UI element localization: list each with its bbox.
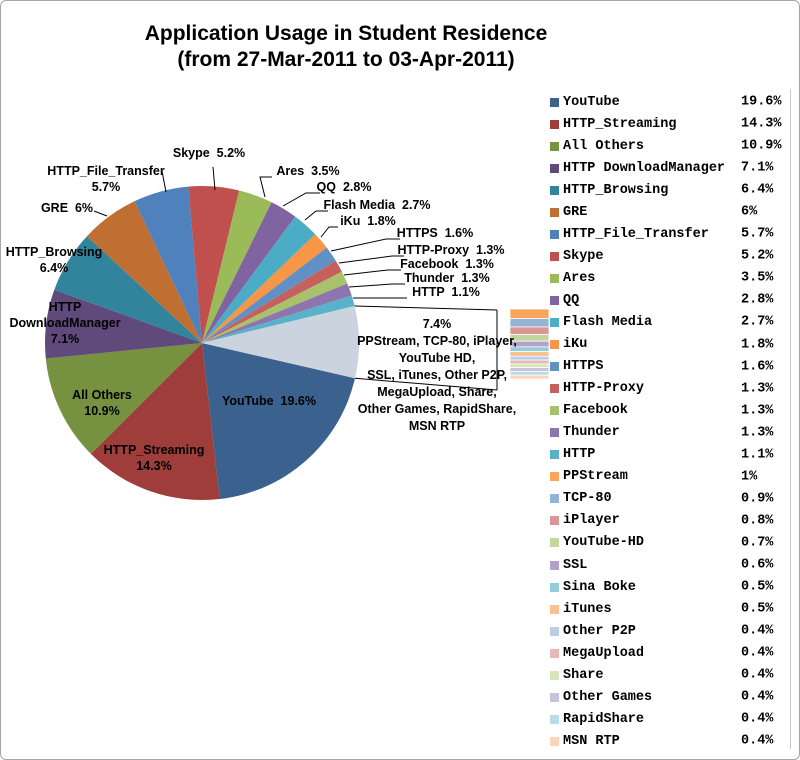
- other-connector-line: [355, 306, 497, 310]
- legend-value: 5.2%: [741, 248, 774, 264]
- legend-swatch: [550, 494, 559, 503]
- legend-label: HTTP: [563, 447, 596, 463]
- legend-label: Ares: [563, 270, 596, 286]
- legend-label: Thunder: [563, 425, 620, 441]
- legend-value: 0.4%: [741, 623, 774, 639]
- legend-value: 3.5%: [741, 270, 774, 286]
- legend-swatch: [550, 142, 559, 151]
- other-callout-line: Other Games, RapidShare,: [357, 402, 517, 416]
- legend-swatch: [550, 737, 559, 746]
- legend-value: 5.7%: [741, 226, 774, 242]
- pie-slice-label: Thunder 1.3%: [404, 271, 490, 285]
- legend-label: Skype: [563, 248, 604, 264]
- legend-swatch: [550, 693, 559, 702]
- legend-value: 2.7%: [741, 314, 774, 330]
- pie-slice-label: Facebook 1.3%: [400, 257, 494, 271]
- legend-label: Other P2P: [563, 623, 636, 639]
- legend-label: QQ: [563, 292, 580, 308]
- pie-slice-label: HTTP-Proxy 1.3%: [397, 243, 505, 257]
- label-leader-line: [344, 270, 401, 275]
- legend-swatch: [550, 186, 559, 195]
- other-group-callout: [332, 316, 542, 435]
- legend-item: [550, 135, 790, 157]
- legend-item: [550, 444, 790, 466]
- legend-label: Sina Boke: [563, 579, 636, 595]
- legend-value: 2.8%: [741, 292, 774, 308]
- legend-label: iKu: [563, 337, 588, 353]
- pie-slice-label: Ares 3.5%: [276, 164, 340, 178]
- legend-value: 19.6%: [741, 94, 782, 110]
- legend-value: 6%: [741, 204, 758, 220]
- legend-item: [550, 642, 790, 664]
- legend-item: [550, 267, 790, 289]
- legend-item: [550, 223, 790, 245]
- legend-item: [550, 289, 790, 311]
- other-callout-line: SSL, iTunes, Other P2P,: [367, 368, 507, 382]
- legend-swatch: [550, 406, 559, 415]
- legend-item: [550, 510, 790, 532]
- legend-value: 1.6%: [741, 359, 774, 375]
- legend-value: 14.3%: [741, 116, 782, 132]
- legend-label: PPStream: [563, 469, 628, 485]
- other-callout-line: 7.4%: [422, 317, 452, 331]
- label-leader-line: [260, 177, 272, 197]
- legend-value: 0.4%: [741, 711, 774, 727]
- legend-item: [550, 686, 790, 708]
- legend-value: 0.8%: [741, 513, 774, 529]
- pie-slice-label: HTTP_File_Transfer 5.7%: [47, 164, 165, 194]
- pie-slice-label: QQ 2.8%: [316, 180, 372, 194]
- legend-label: MSN RTP: [563, 733, 620, 749]
- pie-slice-label: HTTP_Streaming 14.3%: [103, 443, 205, 473]
- legend-value: 0.6%: [741, 557, 774, 573]
- legend-value: 1.3%: [741, 425, 774, 441]
- label-leader-line: [331, 239, 400, 251]
- legend-label: Other Games: [563, 689, 653, 705]
- legend-item: [550, 620, 790, 642]
- legend-item: [550, 334, 790, 356]
- legend-item: [550, 201, 790, 223]
- legend-item: [550, 466, 790, 488]
- legend-item: [550, 532, 790, 554]
- legend-swatch: [550, 164, 559, 173]
- legend-item: [550, 400, 790, 422]
- chart-legend: [550, 91, 790, 752]
- pie-slice-label: HTTP DownloadManager 7.1%: [9, 300, 121, 346]
- legend-swatch: [550, 671, 559, 680]
- pie-slice-label: HTTPS 1.6%: [396, 226, 474, 240]
- legend-label: RapidShare: [563, 711, 645, 727]
- legend-swatch: [550, 98, 559, 107]
- legend-item: [550, 356, 790, 378]
- legend-label: HTTP-Proxy: [563, 381, 645, 397]
- legend-item: [550, 730, 790, 752]
- other-callout-line: YouTube HD,: [398, 351, 476, 365]
- legend-label: iPlayer: [563, 513, 620, 529]
- legend-label: YouTube: [563, 94, 620, 110]
- legend-value: 0.4%: [741, 667, 774, 683]
- legend-swatch: [550, 538, 559, 547]
- legend-item: [550, 708, 790, 730]
- legend-label: MegaUpload: [563, 645, 645, 661]
- legend-label: HTTP DownloadManager: [563, 160, 726, 176]
- legend-swatch: [550, 428, 559, 437]
- legend-swatch: [550, 583, 559, 592]
- other-callout-line: PPStream, TCP-80, iPlayer,: [357, 334, 517, 348]
- legend-value: 0.9%: [741, 491, 774, 507]
- legend-swatch: [550, 120, 559, 129]
- legend-swatch: [550, 340, 559, 349]
- legend-swatch: [550, 208, 559, 217]
- legend-right-border: [790, 89, 791, 749]
- chart-title-line2: (from 27-Mar-2011 to 03-Apr-2011): [177, 48, 515, 71]
- label-leader-line: [349, 284, 405, 287]
- label-leader-line: [321, 227, 338, 237]
- legend-value: 6.4%: [741, 182, 774, 198]
- chart-title-line1: Application Usage in Student Residence: [144, 22, 548, 45]
- legend-label: Flash Media: [563, 314, 653, 330]
- legend-item: [550, 245, 790, 267]
- pie-slice-label: GRE 6%: [40, 201, 94, 215]
- legend-swatch: [550, 627, 559, 636]
- pie-slice-label: HTTP_Browsing 6.4%: [5, 245, 103, 275]
- legend-label: GRE: [563, 204, 588, 220]
- legend-label: Facebook: [563, 403, 628, 419]
- legend-value: 1.3%: [741, 403, 774, 419]
- legend-value: 0.7%: [741, 535, 774, 551]
- legend-swatch: [550, 605, 559, 614]
- legend-swatch: [550, 715, 559, 724]
- legend-value: 0.4%: [741, 733, 774, 749]
- legend-value: 0.4%: [741, 689, 774, 705]
- legend-value: 0.5%: [741, 601, 774, 617]
- legend-item: [550, 91, 790, 113]
- label-leader-line: [94, 211, 107, 216]
- legend-label: HTTP_Browsing: [563, 182, 669, 198]
- legend-value: 1.3%: [741, 381, 774, 397]
- legend-value: 7.1%: [741, 160, 774, 176]
- legend-item: [550, 378, 790, 400]
- pie-slice-label: HTTP 1.1%: [412, 285, 480, 299]
- legend-item: [550, 311, 790, 333]
- legend-label: HTTP_Streaming: [563, 116, 677, 132]
- pie-slice-label: YouTube 19.6%: [221, 394, 317, 408]
- legend-label: SSL: [563, 557, 588, 573]
- pie-slice-label: Skype 5.2%: [172, 146, 246, 160]
- legend-label: All Others: [563, 138, 645, 154]
- legend-swatch: [550, 472, 559, 481]
- legend-value: 0.5%: [741, 579, 774, 595]
- legend-item: [550, 576, 790, 598]
- legend-value: 1.8%: [741, 337, 774, 353]
- label-leader-line: [283, 193, 320, 206]
- legend-item: [550, 554, 790, 576]
- legend-item: [550, 113, 790, 135]
- legend-label: YouTube-HD: [563, 535, 645, 551]
- legend-swatch: [550, 516, 559, 525]
- legend-swatch: [550, 384, 559, 393]
- pie-slice-label: Flash Media 2.7%: [323, 198, 431, 212]
- legend-item: [550, 488, 790, 510]
- legend-value: 1%: [741, 469, 758, 485]
- pie-slice-label: iKu 1.8%: [340, 214, 396, 228]
- legend-label: HTTP_File_Transfer: [563, 226, 709, 242]
- legend-value: 0.4%: [741, 645, 774, 661]
- pie-slice-label: All Others 10.9%: [72, 388, 132, 418]
- label-leader-line: [339, 256, 404, 263]
- legend-item: [550, 664, 790, 686]
- legend-swatch: [550, 230, 559, 239]
- legend-value: 10.9%: [741, 138, 782, 154]
- other-callout-line: MegaUpload, Share,: [377, 385, 497, 399]
- legend-swatch: [550, 318, 559, 327]
- legend-label: Share: [563, 667, 604, 683]
- legend-item: [550, 422, 790, 444]
- legend-value: 1.1%: [741, 447, 774, 463]
- legend-item: [550, 598, 790, 620]
- legend-swatch: [550, 252, 559, 261]
- legend-swatch: [550, 296, 559, 305]
- legend-item: [550, 179, 790, 201]
- legend-label: iTunes: [563, 601, 612, 617]
- legend-swatch: [550, 561, 559, 570]
- legend-swatch: [550, 450, 559, 459]
- legend-label: TCP-80: [563, 491, 612, 507]
- legend-swatch: [550, 362, 559, 371]
- other-callout-line: MSN RTP: [408, 419, 466, 433]
- legend-swatch: [550, 274, 559, 283]
- legend-label: HTTPS: [563, 359, 604, 375]
- legend-item: [550, 157, 790, 179]
- legend-swatch: [550, 649, 559, 658]
